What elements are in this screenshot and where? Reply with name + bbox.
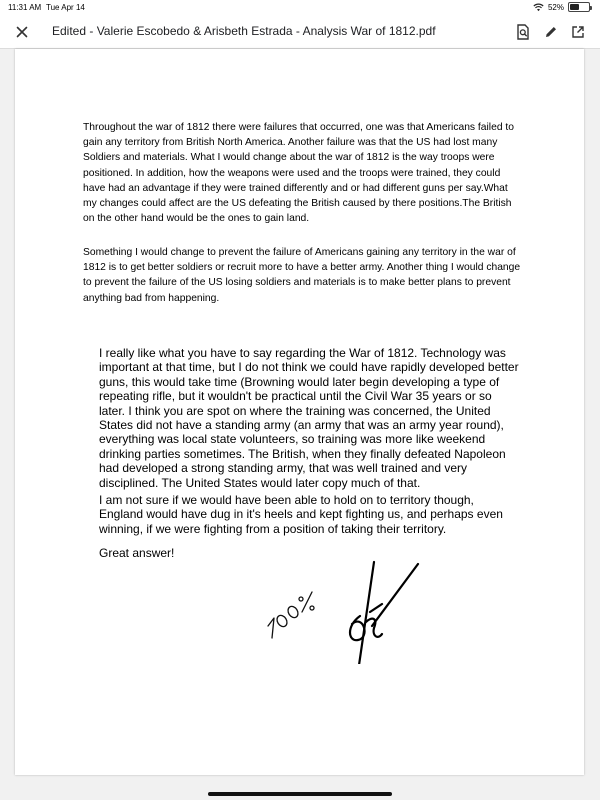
- status-time: 11:31 AM: [8, 3, 42, 12]
- battery-icon: [568, 2, 590, 12]
- edit-button[interactable]: [539, 20, 563, 44]
- status-date: Tue Apr 14: [46, 3, 85, 12]
- teacher-feedback-paragraph-1: I really like what you have to say regarding the War of 1812. Technology was important at that time, but I do not think we could have rapidly developed better guns, this would take time (Browning would later begin developing a type of repeating rifle, but it wouldn't be practical until the Civil War 35 years or so later. I think you are spot on where the training was concerned, the United States did not have a standing army (an army that was an army year round), everything was local state volunteers, so training was more like weekend drinking parties sometimes. The British, when they finally defeated Napoleon had developed a strong standing army, that was well trained and very disciplined. The United States would later copy much of that.: [99, 346, 519, 490]
- close-icon: [16, 26, 28, 38]
- battery-tip: [590, 6, 592, 10]
- close-button[interactable]: [10, 20, 34, 44]
- battery-percent: 52%: [547, 2, 564, 12]
- status-bar: [0, 0, 600, 16]
- open-external-icon: [571, 25, 585, 39]
- teacher-feedback-closing: Great answer!: [99, 546, 175, 560]
- handwritten-signature: [350, 562, 418, 664]
- pdf-page[interactable]: [15, 49, 584, 775]
- document-title: Edited - Valerie Escobedo & Arisbeth Estrada - Analysis War of 1812.pdf: [52, 24, 436, 38]
- handwritten-grade-and-signature: [260, 554, 420, 664]
- find-in-page-button[interactable]: [511, 20, 535, 44]
- status-indicators: [533, 2, 590, 12]
- student-paragraph-2: Something I would change to prevent the failure of Americans gaining any territory in the war of 1812 is to get better soldiers or recruit more to have a better army. Another thing I would change to prevent the failure of the US losing soldiers and materials is to make better plans to prevent anything bad from happening.: [83, 247, 521, 304]
- handwritten-grade: [268, 592, 314, 638]
- student-paragraph-1: Throughout the war of 1812 there were failures that occurred, one was that Americans failed to gain any territory from British North America. Another failure was that the US had lost many Soldiers and materials. What I would change about the war of 1812 is the way troops were positioned. In addition, how the weapons were used and the troops were trained, they could have had an advantage if they were trained differently and or had different guns per say.What my changes could affect are the US defeating the British caused by there positions.The British on the other hand would be the ones to gain land.: [83, 122, 514, 225]
- teacher-feedback-paragraph-2: I am not sure if we would have been able to hold on to territory though, England would have dug in it's heels and kept fighting us, and perhaps even winning, if we were fighting from a position of taking their territory.: [99, 493, 503, 536]
- wifi-icon: [533, 3, 544, 12]
- app-bar: [0, 16, 600, 49]
- battery-fill: [570, 4, 579, 10]
- edit-pencil-icon: [544, 25, 558, 39]
- home-indicator[interactable]: [208, 792, 392, 796]
- open-external-button[interactable]: [566, 20, 590, 44]
- find-in-page-icon: [516, 24, 530, 40]
